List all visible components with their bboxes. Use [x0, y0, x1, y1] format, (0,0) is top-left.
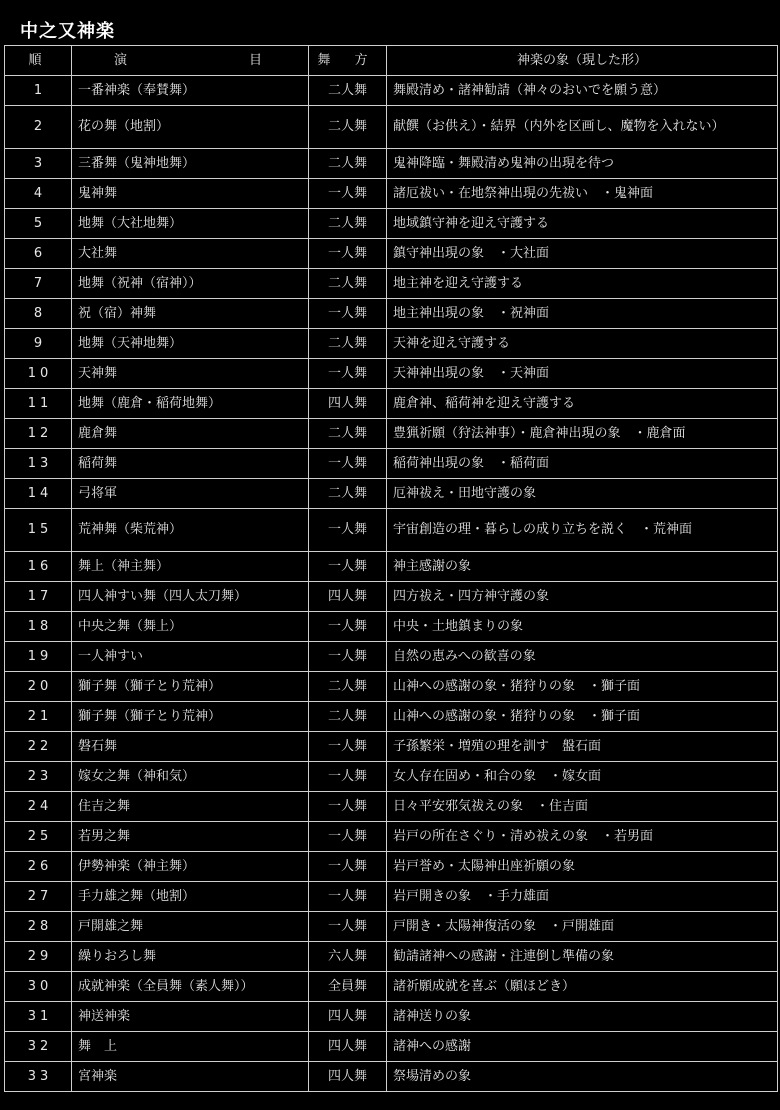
- program-name: 住吉之舞: [72, 792, 309, 822]
- program-meaning: 地主神出現の象 ・祝神面: [387, 299, 778, 329]
- row-number: 24: [5, 792, 72, 822]
- table-row: [5, 912, 778, 942]
- page-title: 中之又神楽: [20, 21, 115, 42]
- table-row: [5, 76, 778, 106]
- dancer-count: 二人舞: [309, 269, 387, 299]
- dancer-count: 二人舞: [309, 209, 387, 239]
- table-row: [5, 449, 778, 479]
- dancer-count: 四人舞: [309, 389, 387, 419]
- dancer-count: 四人舞: [309, 1032, 387, 1062]
- table-row: [5, 106, 778, 149]
- program-meaning: 祭場清めの象: [387, 1062, 778, 1092]
- header-program-left: 演: [114, 52, 128, 68]
- dancer-count: 二人舞: [309, 76, 387, 106]
- row-number: 22: [5, 732, 72, 762]
- program-meaning: 諸神への感謝: [387, 1032, 778, 1062]
- row-number: 32: [5, 1032, 72, 1062]
- row-number: 17: [5, 582, 72, 612]
- row-number: 9: [5, 329, 72, 359]
- program-meaning: 舞殿清め・諸神勧請（神々のおいでを願う意）: [387, 76, 778, 106]
- table-row: [5, 882, 778, 912]
- program-name: 戸開雄之舞: [72, 912, 309, 942]
- row-number: 26: [5, 852, 72, 882]
- program-meaning: 子孫繁栄・増殖の理を訓す 盤石面: [387, 732, 778, 762]
- header-program-right: 目: [248, 52, 262, 68]
- dancer-count: 四人舞: [309, 1002, 387, 1032]
- dancer-count: 一人舞: [309, 359, 387, 389]
- dancer-count: 一人舞: [309, 732, 387, 762]
- table-row: [5, 702, 778, 732]
- program-name: 嫁女之舞（神和気）: [72, 762, 309, 792]
- program-name: 手力雄之舞（地割）: [72, 882, 309, 912]
- program-meaning: 山神への感謝の象・猪狩りの象 ・獅子面: [387, 702, 778, 732]
- program-meaning: 日々平安邪気祓えの象 ・住吉面: [387, 792, 778, 822]
- kagura-program-table: [4, 45, 778, 1092]
- program-meaning: 鹿倉神、稲荷神を迎え守護する: [387, 389, 778, 419]
- table-row: [5, 792, 778, 822]
- row-number: 28: [5, 912, 72, 942]
- table-header-row: [5, 46, 778, 76]
- table-row: [5, 509, 778, 552]
- program-meaning: 四方祓え・四方神守護の象: [387, 582, 778, 612]
- program-meaning: 自然の恵みへの歓喜の象: [387, 642, 778, 672]
- program-name: 三番舞（鬼神地舞）: [72, 149, 309, 179]
- row-number: 31: [5, 1002, 72, 1032]
- program-meaning: 女人存在固め・和合の象 ・嫁女面: [387, 762, 778, 792]
- program-meaning: 岩戸の所在さぐり・清め祓えの象 ・若男面: [387, 822, 778, 852]
- program-name: 一人神すい: [72, 642, 309, 672]
- program-name: 若男之舞: [72, 822, 309, 852]
- dancer-count: 二人舞: [309, 149, 387, 179]
- row-number: 4: [5, 179, 72, 209]
- program-name: 地舞（大社地舞）: [72, 209, 309, 239]
- program-name: 地舞（天神地舞）: [72, 329, 309, 359]
- program-meaning: 献饌（お供え）・結界（内外を区画し、魔物を入れない）: [387, 106, 778, 149]
- program-name: 獅子舞（獅子とり荒神）: [72, 702, 309, 732]
- program-meaning: 地主神を迎え守護する: [387, 269, 778, 299]
- table-row: [5, 1002, 778, 1032]
- row-number: 18: [5, 612, 72, 642]
- row-number: 23: [5, 762, 72, 792]
- table-row: [5, 762, 778, 792]
- header-dancers: 舞 方: [309, 46, 387, 76]
- dancer-count: 一人舞: [309, 852, 387, 882]
- table-row: [5, 209, 778, 239]
- program-name: 地舞（鹿倉・稲荷地舞）: [72, 389, 309, 419]
- dancer-count: 四人舞: [309, 582, 387, 612]
- dancer-count: 一人舞: [309, 552, 387, 582]
- table-row: [5, 299, 778, 329]
- program-name: 宮神楽: [72, 1062, 309, 1092]
- table-row: [5, 822, 778, 852]
- table-row: [5, 732, 778, 762]
- table-row: [5, 552, 778, 582]
- row-number: 10: [5, 359, 72, 389]
- program-name: 稲荷舞: [72, 449, 309, 479]
- program-meaning: 神主感謝の象: [387, 552, 778, 582]
- dancer-count: 二人舞: [309, 702, 387, 732]
- program-name: 獅子舞（獅子とり荒神）: [72, 672, 309, 702]
- row-number: 21: [5, 702, 72, 732]
- table-row: [5, 942, 778, 972]
- row-number: 3: [5, 149, 72, 179]
- row-number: 13: [5, 449, 72, 479]
- row-number: 6: [5, 239, 72, 269]
- row-number: 16: [5, 552, 72, 582]
- header-number: 順: [5, 46, 72, 76]
- dancer-count: 二人舞: [309, 479, 387, 509]
- dancer-count: 二人舞: [309, 106, 387, 149]
- row-number: 20: [5, 672, 72, 702]
- table-body: [5, 76, 778, 1092]
- table-row: [5, 359, 778, 389]
- program-name: 天神舞: [72, 359, 309, 389]
- row-number: 25: [5, 822, 72, 852]
- dancer-count: 一人舞: [309, 762, 387, 792]
- table-row: [5, 582, 778, 612]
- program-meaning: 諸厄祓い・在地祭神出現の先祓い ・鬼神面: [387, 179, 778, 209]
- program-name: 弓将軍: [72, 479, 309, 509]
- program-name: 中央之舞（舞上）: [72, 612, 309, 642]
- dancer-count: 二人舞: [309, 329, 387, 359]
- program-name: 鹿倉舞: [72, 419, 309, 449]
- row-number: 1: [5, 76, 72, 106]
- dancer-count: 一人舞: [309, 612, 387, 642]
- program-name: 磐石舞: [72, 732, 309, 762]
- program-meaning: 中央・土地鎮まりの象: [387, 612, 778, 642]
- program-name: 神送神楽: [72, 1002, 309, 1032]
- program-meaning: 岩戸開きの象 ・手力雄面: [387, 882, 778, 912]
- program-name: 舞上（神主舞）: [72, 552, 309, 582]
- row-number: 2: [5, 106, 72, 149]
- row-number: 14: [5, 479, 72, 509]
- dancer-count: 一人舞: [309, 179, 387, 209]
- table-row: [5, 239, 778, 269]
- program-name: 祝（宿）神舞: [72, 299, 309, 329]
- program-name: 舞 上: [72, 1032, 309, 1062]
- table-row: [5, 612, 778, 642]
- program-meaning: 豊猟祈願（狩法神事）・鹿倉神出現の象 ・鹿倉面: [387, 419, 778, 449]
- program-meaning: 勧請諸神への感謝・注連倒し準備の象: [387, 942, 778, 972]
- dancer-count: 一人舞: [309, 239, 387, 269]
- program-meaning: 戸開き・太陽神復活の象 ・戸開雄面: [387, 912, 778, 942]
- program-name: 伊勢神楽（神主舞）: [72, 852, 309, 882]
- program-name: 鬼神舞: [72, 179, 309, 209]
- row-number: 27: [5, 882, 72, 912]
- program-meaning: 諸祈願成就を喜ぶ（願ほどき）: [387, 972, 778, 1002]
- table-row: [5, 1032, 778, 1062]
- program-meaning: 岩戸誉め・太陽神出座祈願の象: [387, 852, 778, 882]
- program-meaning: 鬼神降臨・舞殿清め鬼神の出現を待つ: [387, 149, 778, 179]
- table-row: [5, 149, 778, 179]
- dancer-count: 六人舞: [309, 942, 387, 972]
- table-row: [5, 479, 778, 509]
- table-row: [5, 389, 778, 419]
- row-number: 5: [5, 209, 72, 239]
- dancer-count: 二人舞: [309, 419, 387, 449]
- table-row: [5, 269, 778, 299]
- dancer-count: 一人舞: [309, 792, 387, 822]
- row-number: 29: [5, 942, 72, 972]
- dancer-count: 二人舞: [309, 672, 387, 702]
- dancer-count: 四人舞: [309, 1062, 387, 1092]
- header-program: [72, 46, 309, 76]
- program-name: 成就神楽（全員舞（素人舞））: [72, 972, 309, 1002]
- table-row: [5, 1062, 778, 1092]
- row-number: 7: [5, 269, 72, 299]
- program-meaning: 諸神送りの象: [387, 1002, 778, 1032]
- table-row: [5, 329, 778, 359]
- program-meaning: 宇宙創造の理・暮らしの成り立ちを説く ・荒神面: [387, 509, 778, 552]
- row-number: 15: [5, 509, 72, 552]
- table-row: [5, 672, 778, 702]
- row-number: 19: [5, 642, 72, 672]
- program-meaning: 天神を迎え守護する: [387, 329, 778, 359]
- header-meaning: 神楽の象（現した形）: [387, 46, 778, 76]
- program-meaning: 山神への感謝の象・猪狩りの象 ・獅子面: [387, 672, 778, 702]
- dancer-count: 一人舞: [309, 882, 387, 912]
- row-number: 8: [5, 299, 72, 329]
- program-name: 花の舞（地割）: [72, 106, 309, 149]
- dancer-count: 一人舞: [309, 912, 387, 942]
- program-name: 大社舞: [72, 239, 309, 269]
- program-meaning: 稲荷神出現の象 ・稲荷面: [387, 449, 778, 479]
- dancer-count: 一人舞: [309, 299, 387, 329]
- table-row: [5, 852, 778, 882]
- row-number: 30: [5, 972, 72, 1002]
- program-meaning: 鎮守神出現の象 ・大社面: [387, 239, 778, 269]
- program-name: 地舞（祝神（宿神））: [72, 269, 309, 299]
- dancer-count: 一人舞: [309, 642, 387, 672]
- dancer-count: 一人舞: [309, 509, 387, 552]
- dancer-count: 全員舞: [309, 972, 387, 1002]
- table-row: [5, 179, 778, 209]
- dancer-count: 一人舞: [309, 449, 387, 479]
- program-meaning: 天神神出現の象 ・天神面: [387, 359, 778, 389]
- dancer-count: 一人舞: [309, 822, 387, 852]
- program-name: 四人神すい舞（四人太刀舞）: [72, 582, 309, 612]
- row-number: 33: [5, 1062, 72, 1092]
- program-name: 荒神舞（柴荒神）: [72, 509, 309, 552]
- program-meaning: 地域鎮守神を迎え守護する: [387, 209, 778, 239]
- table-row: [5, 419, 778, 449]
- row-number: 11: [5, 389, 72, 419]
- table-row: [5, 972, 778, 1002]
- program-name: 一番神楽（奉賛舞）: [72, 76, 309, 106]
- table-row: [5, 642, 778, 672]
- program-name: 繰りおろし舞: [72, 942, 309, 972]
- row-number: 12: [5, 419, 72, 449]
- program-meaning: 厄神祓え・田地守護の象: [387, 479, 778, 509]
